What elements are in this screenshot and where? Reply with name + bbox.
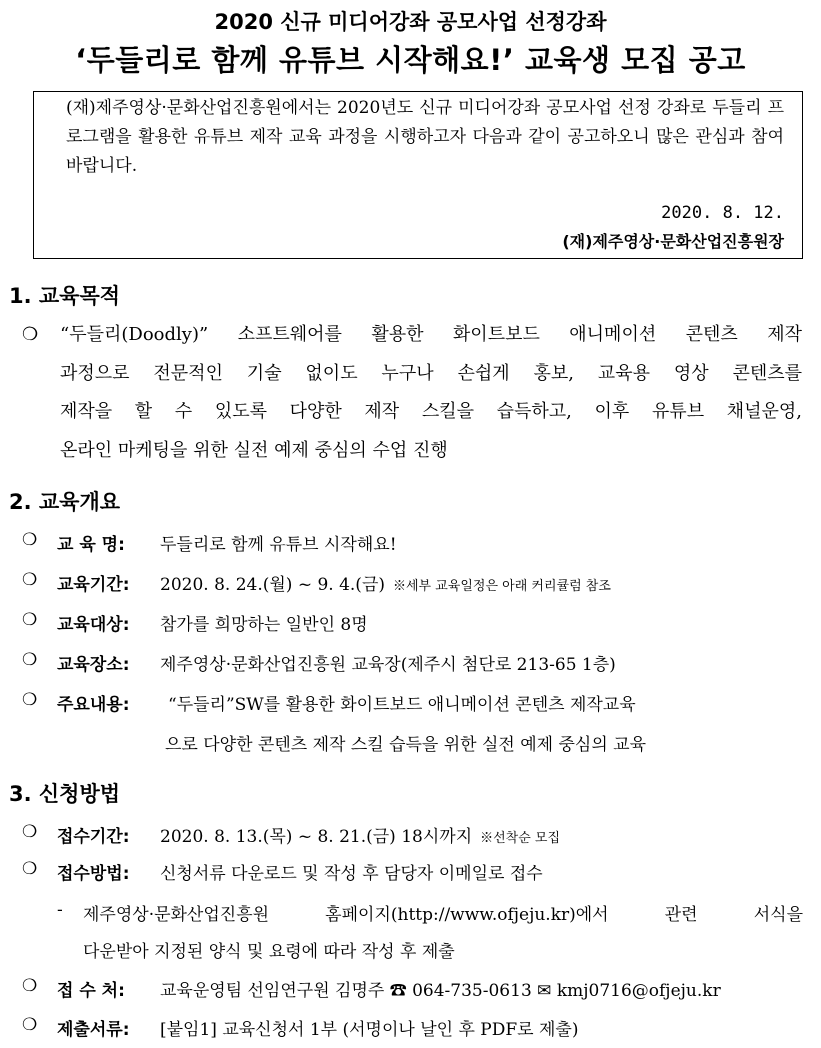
- apply-row-documents: [0, 1015, 821, 1045]
- bullet-icon: ❍: [22, 976, 38, 996]
- para-line: 과정으로 전문적인 기술 없이도 누구나 손쉽게 홍보, 교육용 영상 콘텐츠를: [60, 362, 802, 384]
- sub-line-2: 다운받아 지정된 양식 및 요령에 따라 작성 후 제출: [83, 942, 455, 962]
- row-label: 교육대상:: [57, 615, 130, 635]
- section-1-paragraph: [60, 316, 802, 470]
- contact-email: kmj0716@ofjeju.kr: [556, 981, 721, 1001]
- notice-org: (재)제주영상·문화산업진흥원장: [562, 232, 784, 251]
- mail-icon: ✉: [537, 981, 552, 1001]
- section-3-heading: 3. 신청방법: [9, 782, 121, 806]
- row-value: 신청서류 다운로드 및 작성 후 담당자 이메일로 접수: [160, 864, 543, 884]
- phone-icon: ☎: [389, 981, 407, 1001]
- bullet-icon: ❍: [22, 324, 39, 345]
- title-line-1: 2020 신규 미디어강좌 공모사업 선정강좌: [214, 10, 607, 34]
- row-label: 교 육 명:: [57, 535, 125, 555]
- row-note: ※선착순 모집: [480, 831, 561, 846]
- row-value-continued: 으로 다양한 콘텐츠 제작 스킬 습득을 위한 실전 예제 중심의 교육: [165, 735, 647, 755]
- row-value-group: [160, 976, 721, 1001]
- notice-box: [33, 91, 803, 259]
- sub-dash: -: [57, 900, 63, 920]
- notice-body: (재)제주영상·문화산업진흥원에서는 2020년도 신규 미디어강좌 공모사업 선정 강좌로 두들리 프로그램을 활용한 유튜브 제작 교육 과정을 시행하고자 다음과 같이 공고하오니 많은 관심과 참여 바랍니다.: [66, 98, 784, 176]
- overview-row-location: [0, 650, 821, 680]
- row-label: 접 수 처:: [57, 981, 125, 1001]
- title-line-2: ‘두들리로 함께 유튜브 시작해요!’ 교육생 모집 공고: [75, 43, 746, 77]
- row-value: “두들리”SW를 활용한 화이트보드 애니메이션 콘텐츠 제작교육: [168, 695, 636, 715]
- section-2-heading: 2. 교육개요: [9, 490, 121, 514]
- apply-row-period: [0, 822, 821, 852]
- apply-row-contact: [0, 976, 821, 1006]
- row-label: 접수기간:: [57, 827, 130, 847]
- overview-row-content: [0, 690, 821, 720]
- notice-date: 2020. 8. 12.: [661, 203, 784, 223]
- section-1-heading: 1. 교육목적: [9, 284, 121, 308]
- bullet-icon: ❍: [22, 530, 38, 550]
- para-line: “두들리(Doodly)” 소프트웨어를 활용한 화이트보드 애니메이션 콘텐츠 제작: [60, 324, 802, 345]
- row-value: 두들리로 함께 유튜브 시작해요!: [160, 535, 397, 555]
- para-line: 제작을 할 수 있도록 다양한 제작 스킬을 습득하고, 이후 유튜브 채널운영,: [60, 401, 802, 422]
- row-label: 제출서류:: [57, 1020, 130, 1040]
- bullet-icon: ❍: [22, 859, 38, 879]
- row-value: 2020. 8. 24.(월) ~ 9. 4.(금): [160, 575, 385, 595]
- row-note: ※세부 교육일정은 아래 커리큘럼 참조: [393, 579, 611, 594]
- row-value: 교육운영팀 선임연구원 김명주: [160, 981, 385, 1001]
- bullet-icon: ❍: [22, 690, 38, 710]
- bullet-icon: ❍: [22, 1015, 38, 1035]
- row-value-group: [160, 822, 560, 847]
- row-value: 2020. 8. 13.(목) ~ 8. 21.(금) 18시까지: [160, 827, 473, 847]
- row-label: 교육장소:: [57, 655, 130, 675]
- apply-row-method: [0, 859, 821, 889]
- overview-row-name: [0, 530, 821, 560]
- sub-line-1: 제주영상·문화산업진흥원 홈페이지(http://www.ofjeju.kr)에서 관련 서식을: [83, 905, 803, 925]
- row-value: [붙임1] 교육신청서 1부 (서명이나 날인 후 PDF로 제출): [160, 1020, 579, 1040]
- row-label: 주요내용:: [57, 695, 130, 715]
- row-value: 참가를 희망하는 일반인 8명: [160, 615, 368, 635]
- bullet-icon: ❍: [22, 570, 38, 590]
- bullet-icon: ❍: [22, 822, 38, 842]
- row-value: 제주영상·문화산업진흥원 교육장(제주시 첨단로 213-65 1층): [160, 655, 616, 675]
- overview-row-period: [0, 570, 821, 600]
- para-line: 온라인 마케팅을 위한 실전 예제 중심의 수업 진행: [60, 439, 448, 461]
- overview-row-target: [0, 610, 821, 640]
- row-label: 접수방법:: [57, 864, 130, 884]
- contact-phone: 064-735-0613: [412, 981, 532, 1001]
- bullet-icon: ❍: [22, 610, 38, 630]
- bullet-icon: ❍: [22, 650, 38, 670]
- row-label: 교육기간:: [57, 575, 130, 595]
- row-value-group: [160, 570, 611, 595]
